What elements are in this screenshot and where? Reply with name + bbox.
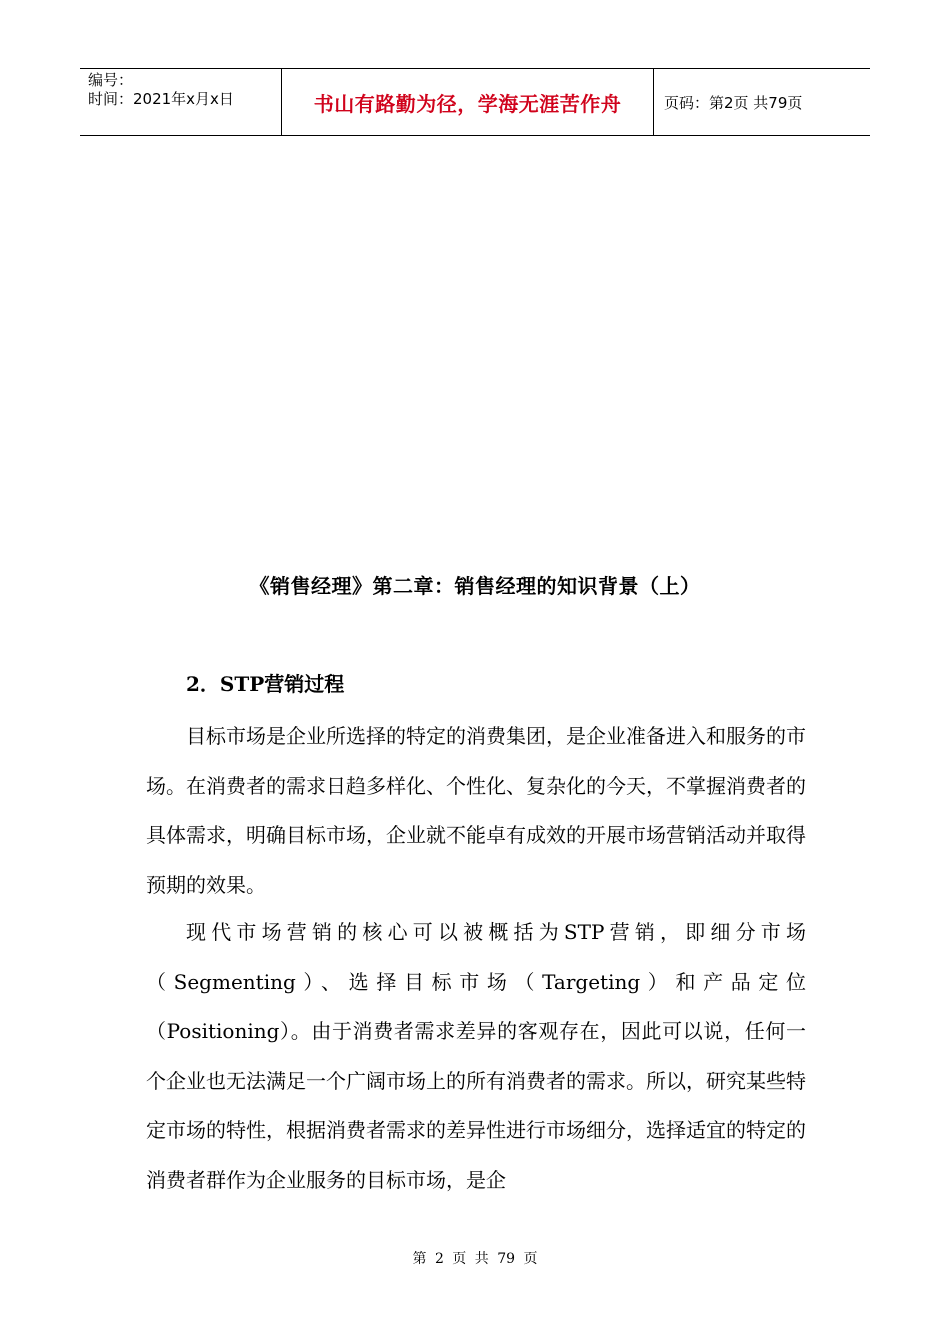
- body-paragraph-1: [146, 712, 806, 910]
- paragraph-text: 目标市场是企业所选择的特定的消费集团，是企业准备进入和服务的市场。在消费者的需求日趋多样化、个性化、复杂化的今天，不掌握消费者的具体需求，明确目标市场，企业就不能卓有成效的开展市场营销活动并取得预期的效果。: [146, 724, 806, 897]
- header-motto: 书山有路勤为径，学海无涯苦作舟: [282, 69, 654, 135]
- header-page-info: 页码：第2页 共79页: [664, 93, 803, 112]
- chapter-title: 《销售经理》第二章：销售经理的知识背景（上）: [249, 574, 701, 598]
- date-label: 时间：2021年x月x日: [88, 90, 234, 108]
- header-meta: [80, 69, 282, 135]
- page-header: [80, 68, 870, 136]
- paragraph-text: 现代市场营销的核心可以被概括为STP营销，即细分市场（Segmenting）、选择目标市场（Targeting）和产品定位（Positioning）。由于消费者需求差异的客观存在，因此可以说，任何一个企业也无法满足一个广阔市场上的所有消费者的需求。所以，研究某些特定市场的特性，根据消费者需求的差异性进行市场细分，选择适宜的特定的消费者群作为企业服务的目标市场，是企: [146, 920, 806, 1192]
- page-footer: 第 2 页 共 79 页: [412, 1251, 538, 1267]
- body-paragraph-2: [146, 908, 806, 1205]
- section-heading: 2．STP营销过程: [186, 672, 345, 696]
- serial-label: 编号：: [88, 71, 134, 89]
